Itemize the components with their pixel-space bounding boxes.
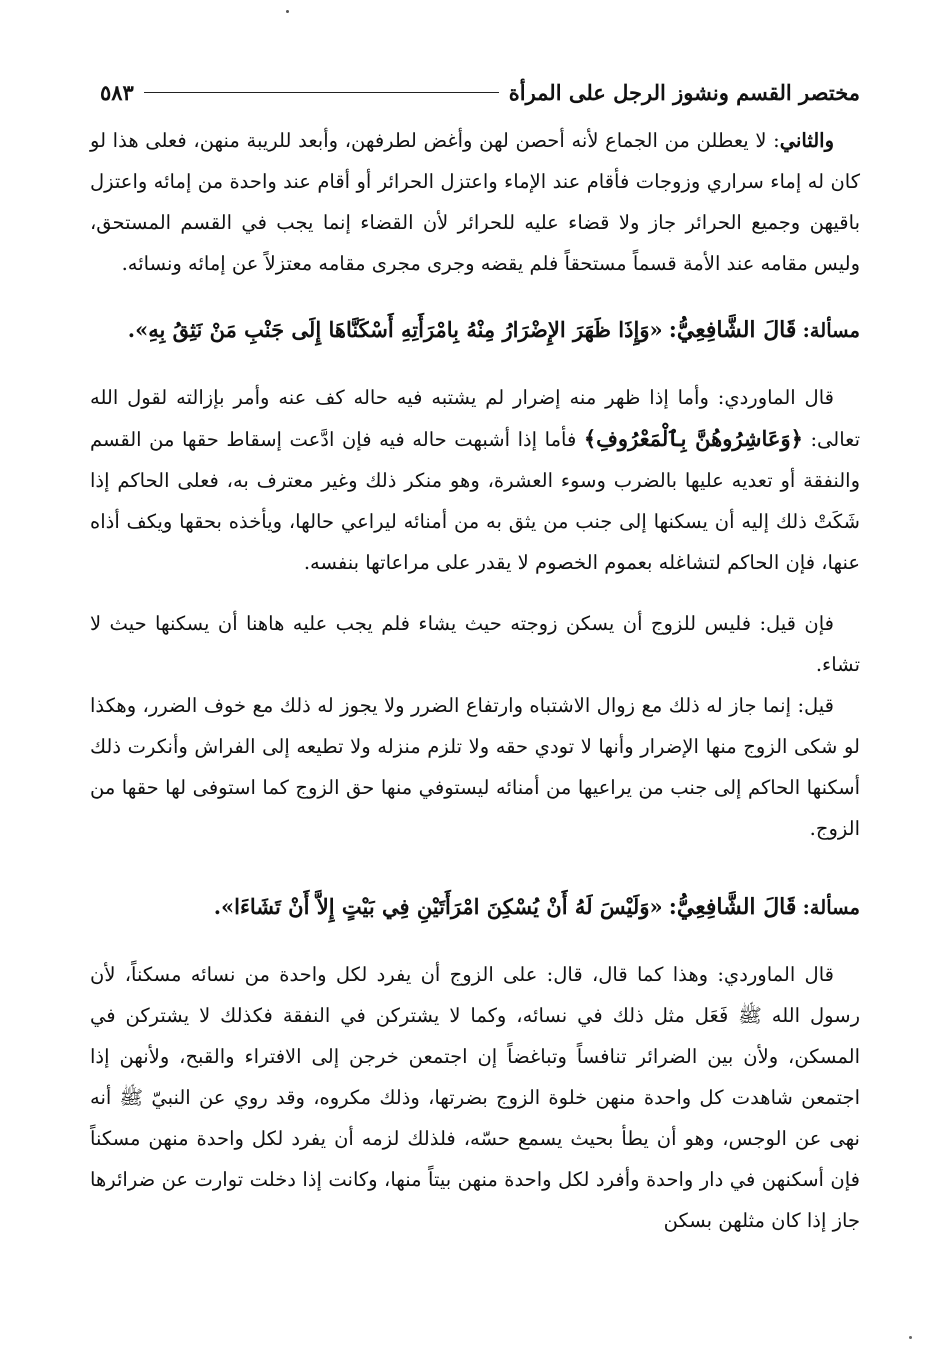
masala-speaker: قَالَ الشَّافِعِيُّ: <box>668 317 797 343</box>
masala-heading <box>90 881 860 934</box>
paragraph-objection <box>90 603 860 685</box>
paragraph-second-opinion <box>90 120 860 284</box>
masala-quote: «وَلَيْسَ لَهُ أَنْ يُسْكِنَ امْرَأَتَيْنِ فِي بَيْتٍ إِلاَّ أَنْ تَشَاءَا». <box>213 894 663 919</box>
paragraph-reply <box>90 685 860 849</box>
paragraph-text: فأما إذا أشبهت حاله فيه فإن ادَّعت إسقاط حقها من القسم والنفقة أو تعديه عليها بالضرب وسوء العشرة، وهو منكر ذلك وغير معترف به، فعلى الحاكم إذا شَكَتْ ذلك إليه أن يسكنها إلى جنب من يثق به من أمنائه ليراعي حالها، ويأخذه بحقها ويكف أذاه عنها، فإن الحاكم لتشاغله بعموم الخصوم لا يقدر على مراعاتها بنفسه. <box>90 428 860 574</box>
masala-quote: «وَإِذَا ظَهَرَ الإِضْرَارُ مِنْهُ بِامْرَأَتِهِ أَسْكَنَّاهَا إِلَى جَنْبِ مَنْ نَثِقُ بِهِ». <box>127 317 663 342</box>
header-rule <box>144 92 499 93</box>
running-header <box>100 74 860 110</box>
masala-heading <box>90 304 860 357</box>
masala-label: مسألة: <box>802 319 860 342</box>
paragraph-text: : لا يعطلن من الجماع لأنه أحصن لهن وأغض لطرفهن، وأبعد للريبة منهن، فعلى هذا لو كان له إماء سراري وزوجات فأقام عند الإماء واعتزل الحرائر أو أقام عند واحدة من إمائه واعتزل باقيهن وجميع الحرائر جاز ولا قضاء عليه للحرائر لأن القضاء إنما يجب في القسم المستحق، وليس مقامه عند الأمة قسماً مستحقاً فلم يقضه وجرى مجرى مقامه معتزلاً عن إمائه ونسائه. <box>90 129 860 275</box>
paragraph-mawardi-housing <box>90 954 860 1241</box>
speck-mark <box>286 10 289 13</box>
page-body <box>90 120 860 1241</box>
paragraph-lead: والثاني <box>779 129 834 152</box>
header-title: مختصر القسم ونشوز الرجل على المرأة <box>508 79 860 105</box>
paragraph-text: فإن قيل: فليس للزوج أن يسكن زوجته حيث يشاء فلم يجب عليه هاهنا أن يسكنها حيث لا تشاء. <box>90 612 860 676</box>
paragraph-mawardi <box>90 377 860 583</box>
paragraph-text: قال الماوردي: وهذا كما قال، قال: على الزوج أن يفرد لكل واحدة من نسائه مسكناً، لأن رسول الله ﷺ فَعَل مثل ذلك في نسائه، وكما لا يشتركن في النفقة فكذلك لا يشتركن في المسكن، ولأن بين الضرائر تنافساً وتباغضاً إن اجتمعن خرجن إلى الافتراء والقبح، ولأنهن إذا اجتمعن شاهدت كل واحدة منهن خلوة الزوج بضرتها، وذلك مكروه، وقد روي عن النبيّ ﷺ أنه نهى عن الوجس، وهو أن يطأ بحيث يسمع حسّه، فلذلك لزمه أن يفرد لكل واحدة منهن مسكناً فإن أسكنهن في دار واحدة وأفرد لكل واحدة منهن بيتاً منها، وكانت إذا دخلت توارت عن ضرائرها جاز إذا كان مثلهن بسكن <box>90 963 860 1232</box>
masala-speaker: قَالَ الشَّافِعِيُّ: <box>668 894 797 920</box>
speck-mark <box>909 1336 912 1339</box>
masala-label: مسألة: <box>802 896 860 919</box>
page-number: ٥٨٣ <box>100 79 134 105</box>
paragraph-text: قيل: إنما جاز له ذلك مع زوال الاشتباه وارتفاع الضرر ولا يجوز له ذلك مع خوف الضرر، وهكذا لو شكى الزوج منها الإضرار وأنها لا تودي حقه ولا تلزم منزله ولا تطيعه إلى الفراش وأنكرت ذلك أسكنها الحاكم إلى جنب من يراعيها من أمنائه ليستوفي منها حق الزوج كما استوفى لها حقها من الزوج. <box>90 694 860 840</box>
paragraph-text: قال الماوردي: وأما إذا ظهر منه إضرار لم يشتبه فيه حاله كف عنه وأمر بإزالته لقول الله تعالى: <box>90 386 861 451</box>
quran-verse: ﴿وَعَاشِرُوهُنَّ بِٱلْمَعْرُوفِ﴾ <box>583 426 803 451</box>
